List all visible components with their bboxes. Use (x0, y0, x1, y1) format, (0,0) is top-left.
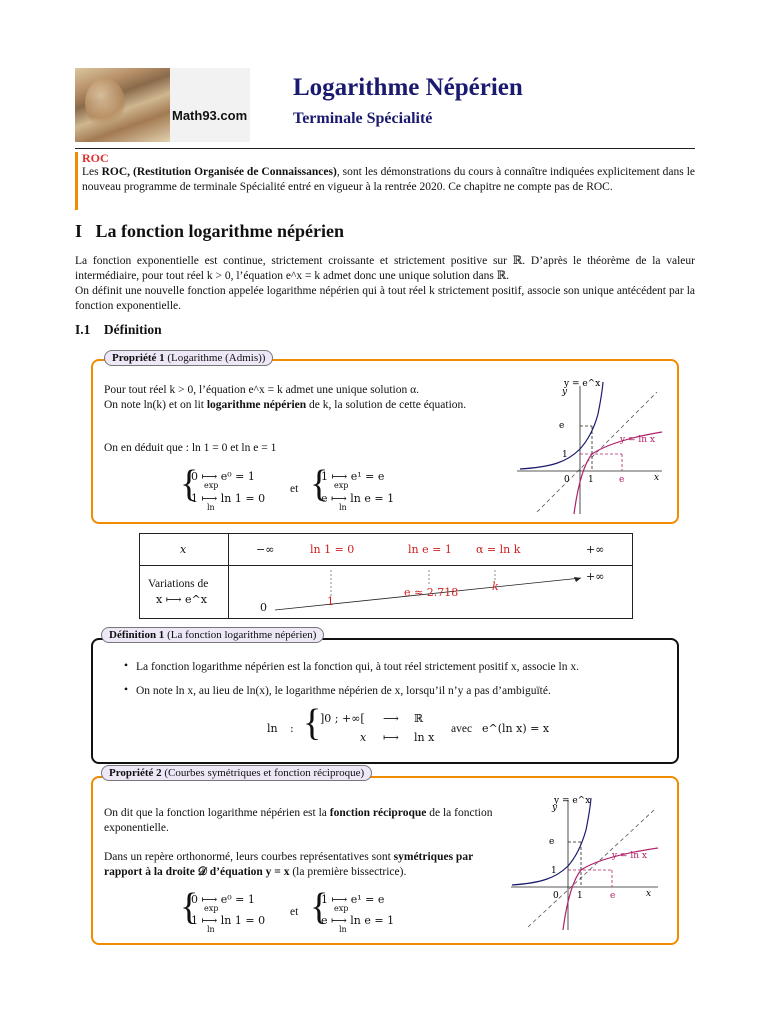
page-subtitle: Terminale Spécialité (293, 110, 433, 127)
exp-ln-graph-2 (506, 792, 664, 932)
def-relation: e^(ln x) = x (482, 722, 550, 735)
def-colon: : (290, 722, 294, 735)
property-2-label: Propriété 2 (Courbes symétriques et fonction réciproque) (101, 765, 372, 781)
origin-label: 0 (553, 891, 559, 901)
table-col-ln1: ln 1 = 0 (310, 543, 355, 556)
bullet-dot-2: • (124, 684, 129, 696)
table-col-minus-inf: −∞ (256, 543, 275, 556)
section-heading: I La fonction logarithme népérien (75, 221, 344, 241)
table-var-header-2: x ⟼ e^x (156, 593, 207, 606)
bisector-line (528, 810, 654, 927)
bullet-dot-1: • (124, 660, 129, 672)
y-tick-e: e (549, 837, 555, 847)
system-exp-label: exp (204, 481, 219, 490)
roc-label: ROC (82, 151, 109, 165)
definition-bullet-2: On note ln x, au lieu de ln(x), le logarithme népérien de x, lorsqu’il n’y a pas d’ambiguïté. (136, 685, 551, 697)
section-paragraph-1: La fonction exponentielle est continue, strictement croissante et strictement positive sur ℝ. D’après le théorème de la valeur intermédiaire, pour tout réel k > 0, l’équation e^x = k admet donc une unique solution dans ℝ. (75, 255, 695, 282)
def-brace: { (303, 702, 322, 744)
property-1-label: Propriété 1 (Logarithme (Admis)) (104, 350, 273, 366)
x-axis-label: x (654, 473, 660, 483)
table-x-header: x (180, 543, 187, 556)
x-tick-e: e (619, 475, 625, 485)
site-name: Math93.com (172, 108, 248, 123)
logo-background (170, 68, 250, 142)
def-arrow-2: ⟼ (383, 731, 399, 744)
def-x: x (360, 731, 367, 744)
roc-bar (75, 152, 78, 210)
logo-image (75, 68, 170, 142)
definition-1-box (91, 638, 679, 764)
system-ln-label: ln (207, 503, 215, 512)
property-1-line-2: On note ln(k) et on lit logarithme népérien de k, la solution de cette équation. (104, 399, 467, 411)
system2-right-2: e ⟼ ln e = 1 (321, 914, 395, 927)
y-tick-1: 1 (551, 866, 557, 876)
variation-table (139, 533, 633, 619)
exp-curve-label: y = e^x (554, 796, 591, 806)
right-brace-2: { (310, 886, 329, 928)
ln-curve-label: y = ln x (612, 851, 647, 861)
definition-bullet-1: La fonction logarithme népérien est la fonction qui, à tout réel strictement positif x, associe ln x. (136, 661, 579, 673)
def-arrow-1: ⟶ (383, 712, 399, 725)
table-val-0: 0 (260, 601, 267, 614)
system2-left-2: 1 ⟼ ln 1 = 0 (191, 914, 266, 927)
property-1-line-3: On en déduit que : ln 1 = 0 et ln e = 1 (104, 442, 277, 454)
bisector-line (537, 392, 660, 512)
exp-ln-graph-1 (512, 374, 668, 518)
x-axis-label: x (646, 889, 652, 899)
x-tick-e: e (610, 891, 616, 901)
roc-text: Les ROC, (Restitution Organisée de Connaissances), sont les démonstrations du cours à connaître indiquées explicitement dans le nouveau programme de terminale Spécialité entré en vigueur à la rentrée 2020. Ce chapitre ne compte pas de ROC. (82, 166, 696, 193)
table-var-header-1: Variations de (148, 578, 209, 590)
y-tick-e: e (559, 421, 565, 431)
page-title: Logarithme Népérien (293, 74, 523, 101)
property-1-line-1: Pour tout réel k > 0, l’équation e^x = k admet une unique solution α. (104, 384, 420, 396)
x-tick-1: 1 (577, 891, 583, 901)
left-brace-2: { (180, 886, 199, 928)
system2-left-1: 0 ⟼ e⁰ = 1 (191, 893, 255, 906)
table-val-k: k (492, 580, 499, 593)
system2-exp-label: exp (204, 904, 219, 913)
system2-right-1: 1 ⟼ e¹ = e (321, 893, 385, 906)
y-tick-1: 1 (562, 450, 568, 460)
section-paragraph-2: On définit une nouvelle fonction appelée logarithme népérien qui à tout réel k strictement positif, associe son unique antécédent par la fonction exponentielle. (75, 285, 695, 312)
table-col-plus-inf: +∞ (586, 543, 605, 556)
system2-et: et (290, 906, 299, 918)
ln-curve-label: y = ln x (620, 435, 655, 445)
x-tick-1: 1 (588, 475, 594, 485)
def-ln: ln (267, 722, 278, 735)
header-rule (75, 148, 695, 149)
table-val-e: e ≈ 2.718 (404, 586, 459, 599)
system-left-2: 1 ⟼ ln 1 = 0 (191, 492, 266, 505)
system-exp-label-2: exp (334, 481, 349, 490)
system-right-1: 1 ⟼ e¹ = e (321, 470, 385, 483)
system-et: et (290, 483, 299, 495)
left-brace: { (180, 463, 199, 505)
def-image: ln x (414, 731, 435, 744)
def-avec: avec (451, 723, 473, 735)
system2-ln-label: ln (207, 925, 215, 934)
table-val-plus-inf: +∞ (586, 570, 605, 583)
def-codomain: ℝ (414, 712, 424, 725)
subsection-heading: I.1 Définition (75, 322, 162, 337)
system-ln-label-2: ln (339, 503, 347, 512)
y-axis-label: y (552, 803, 558, 813)
table-val-1: 1 (327, 595, 334, 608)
origin-label: 0 (564, 475, 570, 485)
table-col-alpha: α = ln k (476, 543, 521, 556)
system-right-2: e ⟼ ln e = 1 (321, 492, 395, 505)
definition-1-label: Définition 1 (La fonction logarithme népérien) (101, 627, 324, 643)
system-left-1: 0 ⟼ e⁰ = 1 (191, 470, 255, 483)
y-axis-label: y (562, 387, 568, 397)
system2-ln-label-2: ln (339, 925, 347, 934)
property-2-para-2: Dans un repère orthonormé, leurs courbes représentatives sont symétriques par rapport à la droite 𝒟 d’équation y = x (la première bissectrice). (104, 851, 473, 878)
def-domain: ]0 ; +∞[ (320, 712, 365, 725)
property-2-para-1: On dit que la fonction logarithme népérien est la fonction réciproque de la fonction exponentielle. (104, 807, 493, 834)
table-col-lne: ln e = 1 (408, 543, 452, 556)
system2-exp-label-2: exp (334, 904, 349, 913)
right-brace: { (310, 463, 329, 505)
exp-curve-label: y = e^x (564, 379, 601, 389)
